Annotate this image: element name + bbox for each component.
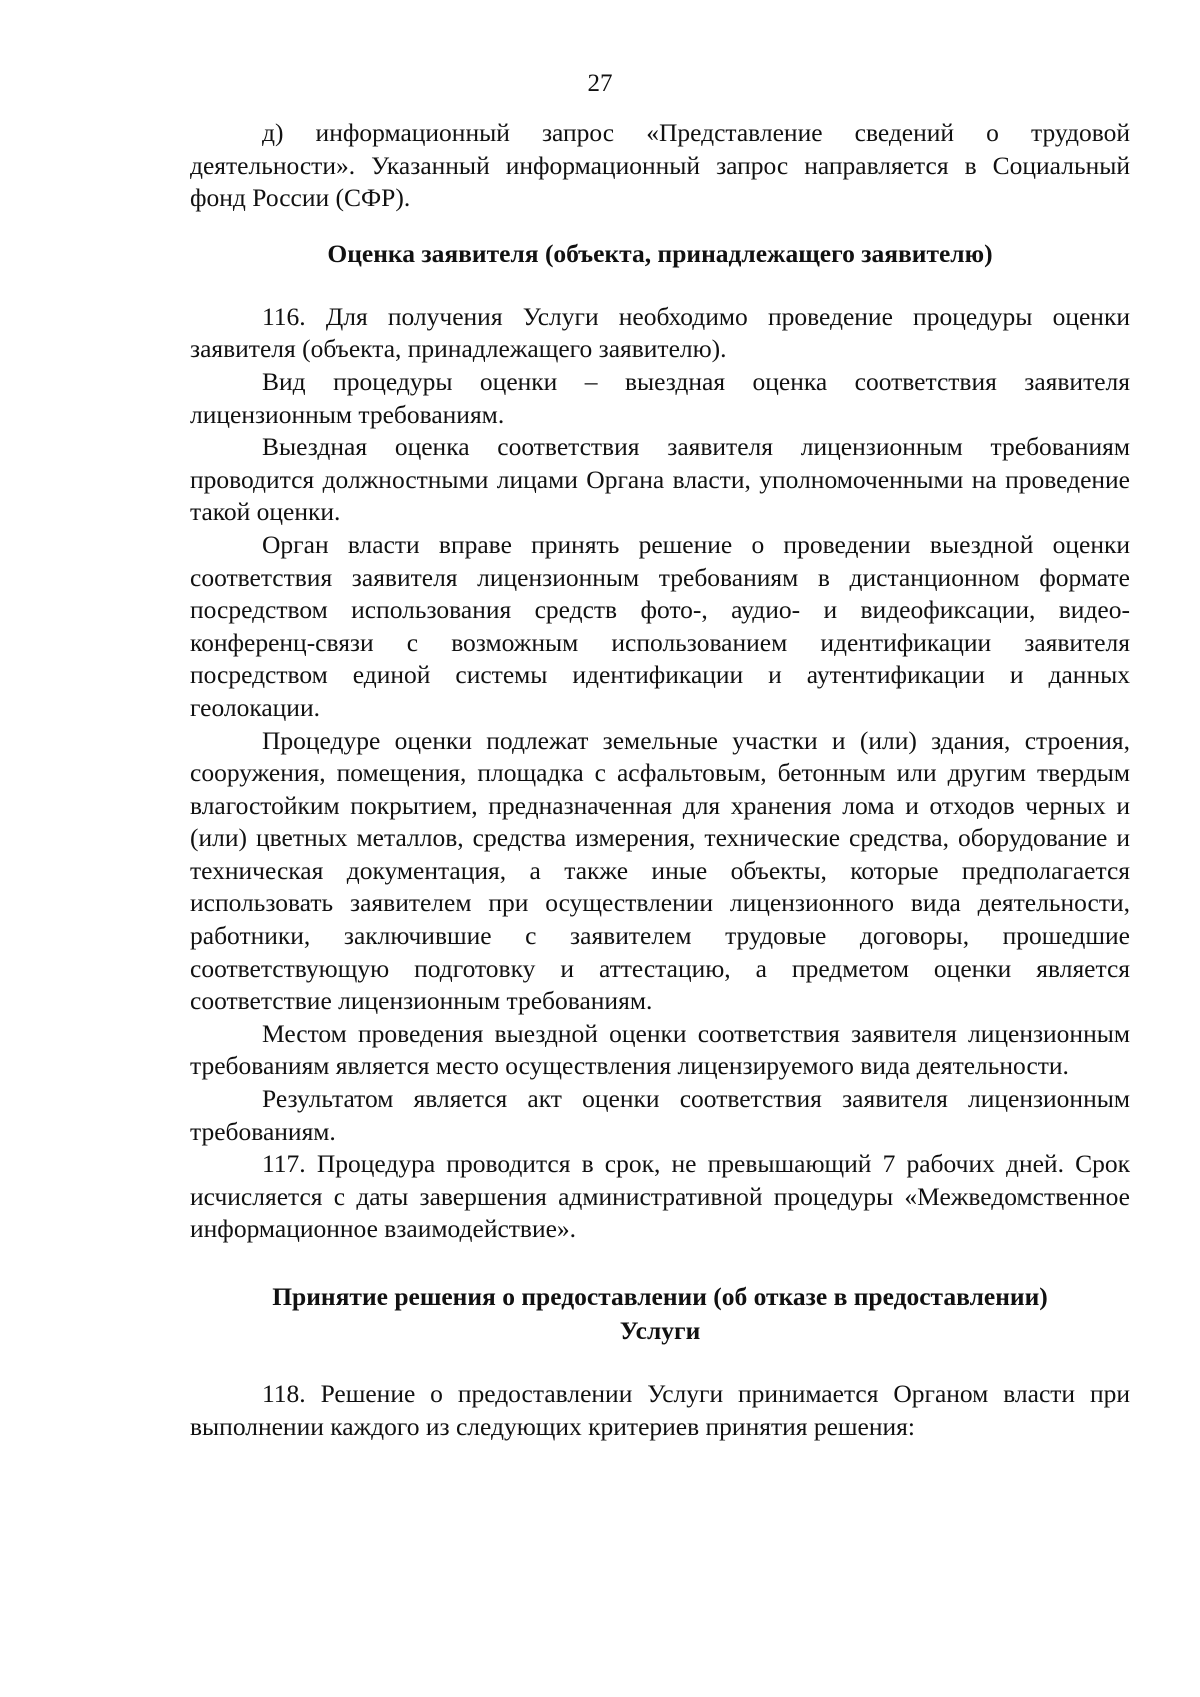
- document-body: [190, 117, 1130, 1443]
- paragraph-item-d: д) информационный запрос «Представление сведений о трудовой деятельности». Указанный информационный запрос направляется в Социальный фонд России (СФР).: [190, 118, 1130, 213]
- paragraph-onsite-assessment: Выездная оценка соответствия заявителя лицензионным требованиям проводится должностными лицами Органа власти, уполномоченными на проведение такой оценки.: [190, 432, 1130, 527]
- paragraph-assessment-objects: Процедуре оценки подлежат земельные участки и (или) здания, строения, сооружения, помещения, площадка с асфальтовым, бетонным или другим твердым влагостойким покрытием, предназначенная для хранения лома и отходов черных и (или) цветных металлов, средства измерения, технические средства, оборудование и техническая документация, а также иные объекты, которые предполагается использовать заявителем при осуществлении лицензионного вида деятельности, работники, заключившие с заявителем трудовые договоры, прошедшие соответствующую подготовку и аттестацию, а предметом оценки является соответствие лицензионным требованиям.: [190, 725, 1130, 1016]
- section-heading-applicant-assessment: Оценка заявителя (объекта, принадлежащего заявителю): [327, 238, 993, 268]
- paragraph-assessment-type: Вид процедуры оценки – выездная оценка соответствия заявителя лицензионным требованиям.: [190, 366, 1130, 429]
- paragraph-116: 116. Для получения Услуги необходимо проведение процедуры оценки заявителя (объекта, принадлежащего заявителю).: [190, 301, 1130, 364]
- section-heading-decision-line-1: Принятие решения о предоставлении (об отказе в предоставлении): [272, 1282, 1048, 1311]
- section-heading-decision-line-2: Услуги: [619, 1316, 701, 1345]
- page-number: 27: [587, 70, 613, 97]
- paragraph-assessment-result: Результатом является акт оценки соответствия заявителя лицензионным требованиям.: [190, 1084, 1130, 1146]
- paragraph-remote-format: Орган власти вправе принять решение о проведении выездной оценки соответствия заявителя лицензионным требованиям в дистанционном формате посредством использования средств фото-, аудио- и видеофиксации, видео-конференц-связи с возможным использованием идентификации заявителя посредством единой системы идентификации и аутентификации и данных геолокации.: [190, 529, 1130, 722]
- section-heading-decision: [190, 1280, 1130, 1348]
- paragraph-assessment-location: Местом проведения выездной оценки соответствия заявителя лицензионным требованиям является место осуществления лицензируемого вида деятельности.: [190, 1018, 1130, 1081]
- paragraph-118: 118. Решение о предоставлении Услуги принимается Органом власти при выполнении каждого из следующих критериев принятия решения:: [190, 1379, 1130, 1441]
- paragraph-117: 117. Процедура проводится в срок, не превышающий 7 рабочих дней. Срок исчисляется с даты завершения административной процедуры «Межведомственное информационное взаимодействие».: [190, 1149, 1130, 1244]
